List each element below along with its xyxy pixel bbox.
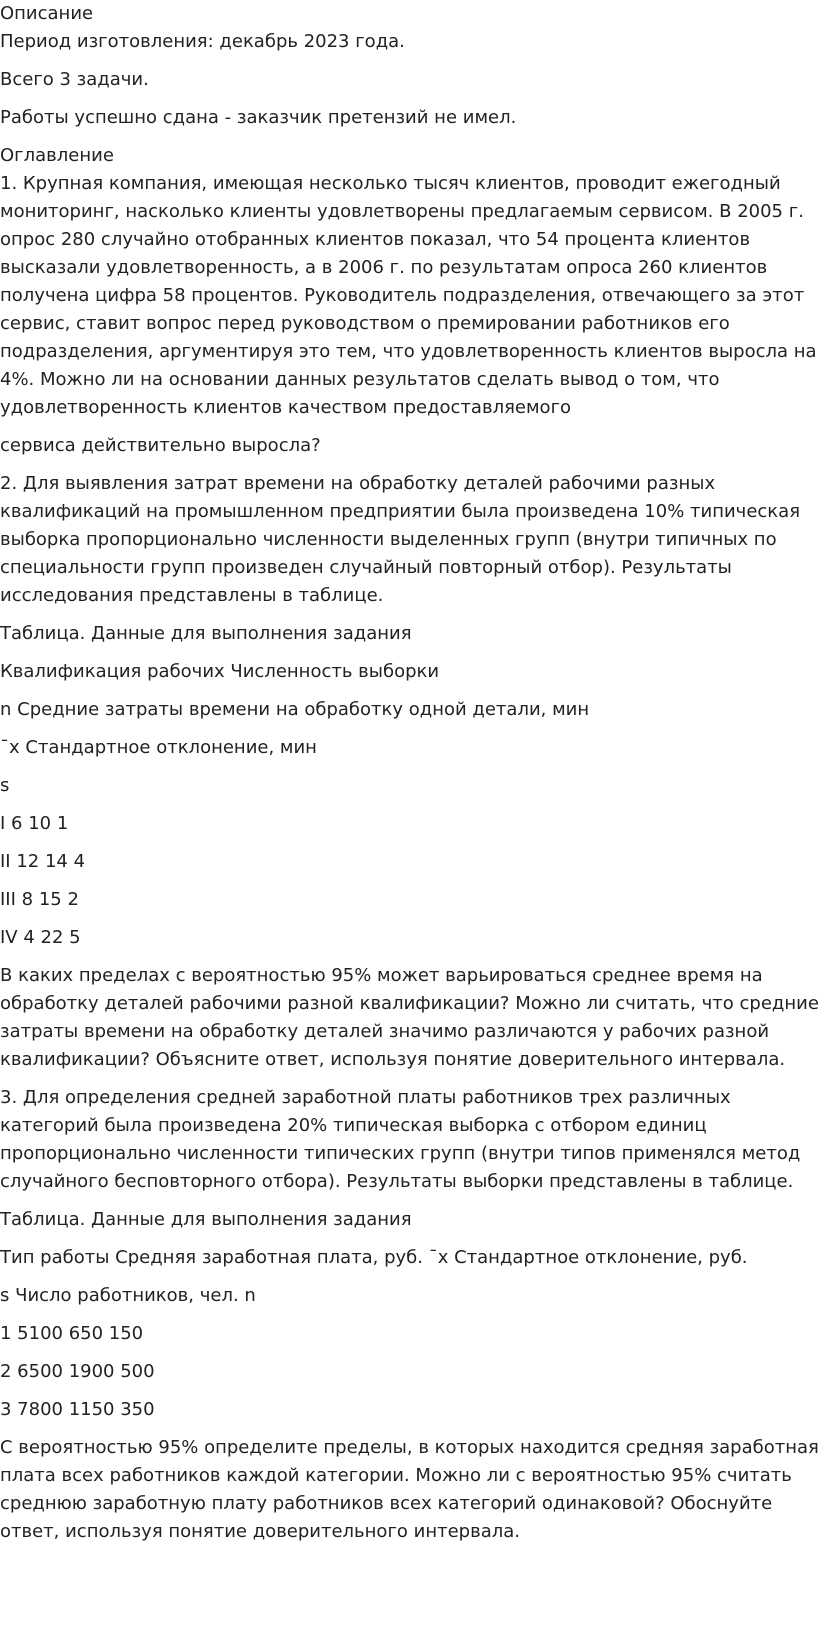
task2-text: 2. Для выявления затрат времени на обработку деталей рабочими разных квалификаций на промышленном предприятии была произведена 10% типическая выборка пропорционально численности выделенных групп (внутри типичных по специальности групп произведен случайный повторный отбор). Результаты исследования представлены в таблице. [0,473,801,606]
task3-table-row: 1 5100 650 150 [0,1323,144,1344]
task2-question: В каких пределах с вероятностью 95% может варьироваться среднее время на обработку деталей рабочими разной квалификации? Можно ли считать, что средние затраты времени на обработку деталей значимо различаются у рабочих разной квалификации? Объясните ответ, используя понятие доверительного интервала. [0,965,819,1070]
production-period: Период изготовления: декабрь 2023 года. [0,31,405,52]
work-status: Работы успешно сдана - заказчик претензий не имел. [0,107,517,128]
task2-table-row: II 12 14 4 [0,851,86,872]
task2-table-row: IV 4 22 5 [0,927,81,948]
task3-table-header-line: s Число работников, чел. n [0,1285,256,1306]
task3-table-caption: Таблица. Данные для выполнения задания [0,1209,412,1230]
task2-table-header-line: Квалификация рабочих Численность выборки [0,661,440,682]
task3-question: С вероятностью 95% определите пределы, в которых находится средняя заработная плата всех работников каждой категории. Можно ли с вероятностью 95% считать среднюю заработную плату работников всех категорий одинаковой? Обоснуйте ответ, используя понятие доверительного интервала. [0,1437,819,1542]
task3-table-header-line: Тип работы Средняя заработная плата, руб. ¯x Стандартное отклонение, руб. [0,1247,748,1268]
task3-text: 3. Для определения средней заработной платы работников трех различных категорий была произведена 20% типическая выборка с отбором единиц пропорционально численности типических групп (внутри типов применялся метод случайного бесповторного отбора). Результаты выборки представлены в таблице. [0,1087,801,1192]
task3-table-row: 2 6500 1900 500 [0,1361,155,1382]
task2-table-header-line: ¯x Стандартное отклонение, мин [0,737,317,758]
task2-table-row: I 6 10 1 [0,813,69,834]
description-section [0,0,831,132]
task-count: Всего 3 задачи. [0,69,149,90]
description-heading: Описание [0,3,94,24]
task2-table-caption: Таблица. Данные для выполнения задания [0,623,412,644]
task1-text-continued: сервиса действительно выросла? [0,435,321,456]
task2-table-header-line: s [0,775,10,796]
contents-section [0,142,831,1546]
task2-table-header-line: n Средние затраты времени на обработку одной детали, мин [0,699,590,720]
task1-text: 1. Крупная компания, имеющая несколько тысяч клиентов, проводит ежегодный мониторинг, насколько клиенты удовлетворены предлагаемым сервисом. В 2005 г. опрос 280 случайно отобранных клиентов показал, что 54 процента клиентов высказали удовлетворенность, а в 2006 г. по результатам опроса 260 клиентов получена цифра 58 процентов. Руководитель подразделения, отвечающего за этот сервис, ставит вопрос перед руководством о премировании работников его подразделения, аргументируя это тем, что удовлетворенность клиентов выросла на 4%. Можно ли на основании данных результатов сделать вывод о том, что удовлетворенность клиентов качеством предоставляемого [0,173,817,418]
contents-heading: Оглавление [0,145,114,166]
task2-table-row: III 8 15 2 [0,889,79,910]
task3-table-row: 3 7800 1150 350 [0,1399,155,1420]
